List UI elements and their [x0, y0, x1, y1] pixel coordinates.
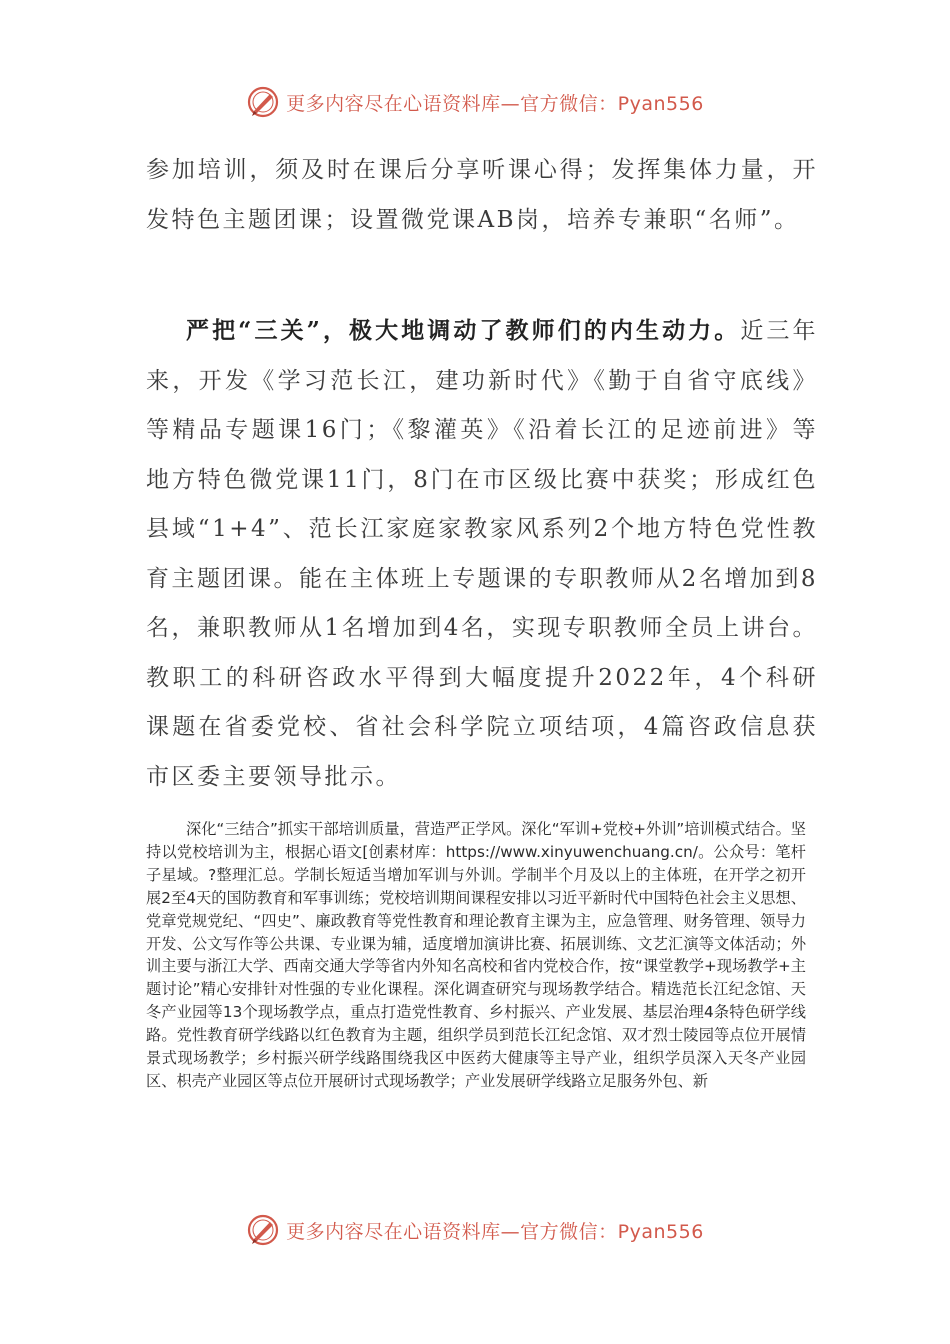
paragraph-2-rest: 近三年来，开发《学习范长江，建功新时代》《勤于自省守底线》等精品专题课16门；《黎灌英》《沿着长江的足迹前进》等地方特色微党课11门，8门在市区级比赛中获奖；形成红色县域“1+4”、范长江家庭家教家风系列2个地方特色党性教育主题团课。能在主体班上专题课的专职教师从2名增加到8名，兼职教师从1名增加到4名，实现专职教师全员上讲台。教职工的科研咨政水平得到大幅度提升2022年，4个科研课题在省委党校、省社会科学院立项结项，4篇咨政信息获市区委主要领导批示。	[146, 318, 818, 790]
header-banner	[0, 80, 950, 124]
footer-banner-text: 更多内容尽在心语资料库—官方微信：Pyan556	[286, 1220, 704, 1243]
header-banner-text: 更多内容尽在心语资料库—官方微信：Pyan556	[286, 92, 704, 115]
paragraph-2	[146, 306, 818, 802]
pen-logo-icon	[246, 85, 280, 119]
paragraph-2-lead: 严把“三关”，极大地调动了教师们的内生动力。	[186, 317, 741, 344]
paragraph-1: 参加培训，须及时在课后分享听课心得；发挥集体力量，开发特色主题团课；设置微党课AB岗，培养专兼职“名师”。	[146, 157, 818, 233]
paragraph-3: 深化“三结合”抓实干部培训质量，营造严正学风。深化“军训+党校+外训”培训模式结合。坚持以党校培训为主，根据心语文[创素材库：https://www.xinyuwenchuang.cn/。公众号：笔杆子星域。?整理汇总。学制长短适当增加军训与外训。学制半个月及以上的主体班，在开学之初开展2至4天的国防教育和军事训练；党校培训期间课程安排以习近平新时代中国特色社会主义思想、党章党规党纪、“四史”、廉政教育等党性教育和理论教育主课为主，应急管理、财务管理、领导力开发、公文写作等公共课、专业课为辅，适度增加演讲比赛、拓展训练、文艺汇演等文体活动；外训主要与浙江大学、西南交通大学等省内外知名高校和省内党校合作，按“课堂教学+现场教学+主题讨论”精心安排针对性强的专业化课程。深化调查研究与现场教学结合。精选范长江纪念馆、天冬产业园等13个现场教学点，重点打造党性教育、乡村振兴、产业发展、基层治理4条特色研学线路。党性教育研学线路以红色教育为主题，组织学员到范长江纪念馆、双才烈士陵园等点位开展情景式现场教学；乡村振兴研学线路围绕我区中医药大健康等主导产业，组织学员深入天冬产业园区、枳壳产业园区等点位开展研讨式现场教学；产业发展研学线路立足服务外包、新	[146, 820, 806, 1090]
pen-logo-icon	[246, 1213, 280, 1247]
footer-banner	[0, 1208, 950, 1252]
